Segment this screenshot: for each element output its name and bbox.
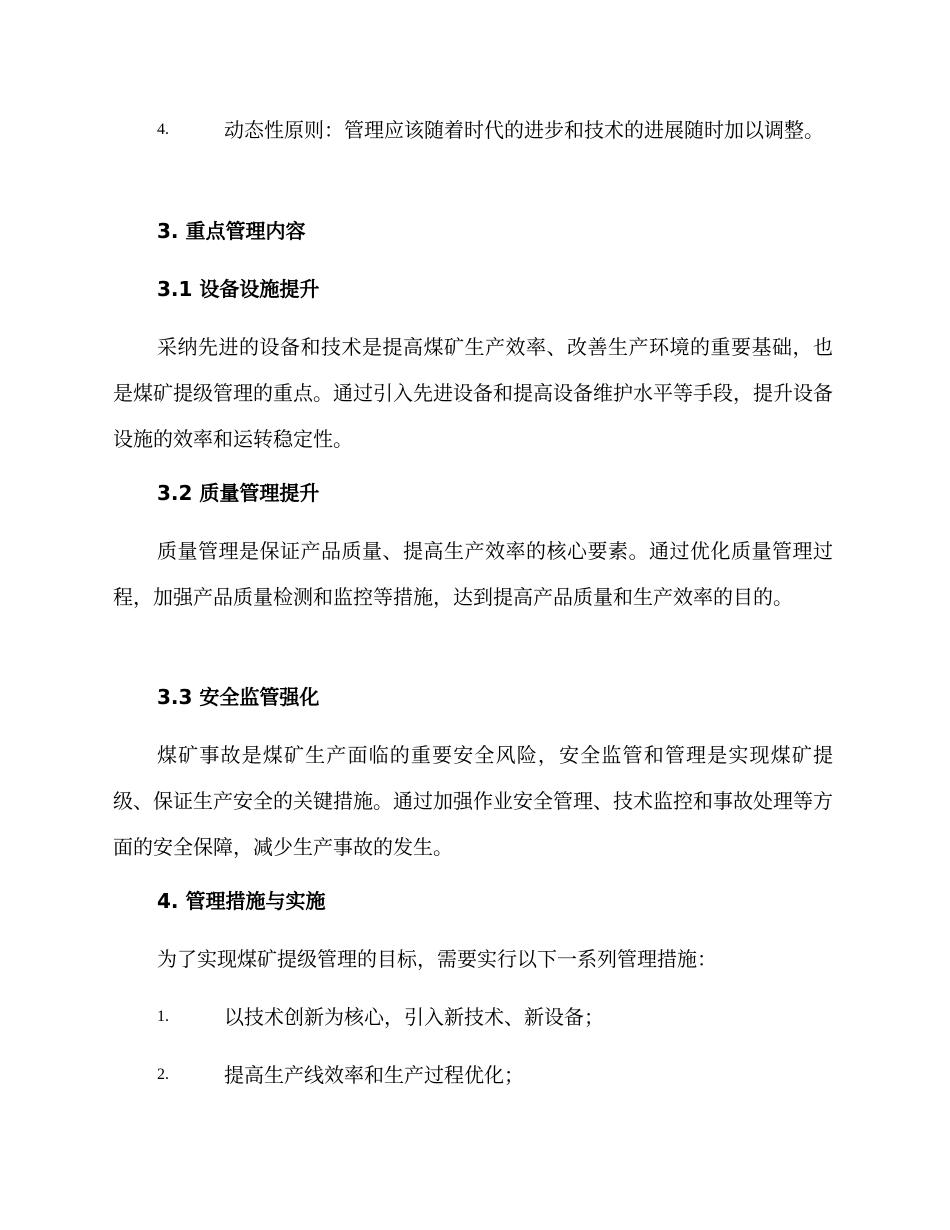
section-heading-3-3: 3.3 安全监管强化 xyxy=(157,685,320,709)
list-text: 动态性原则：管理应该随着时代的进步和技术的进展随时加以调整。 xyxy=(224,118,824,142)
paragraph-4: 为了实现煤矿提级管理的目标，需要实行以下一系列管理措施： xyxy=(157,947,717,971)
list-text: 提高生产线效率和生产过程优化； xyxy=(224,1063,524,1087)
section-heading-3-2: 3.2 质量管理提升 xyxy=(157,481,320,505)
section-heading-3: 3. 重点管理内容 xyxy=(157,219,306,243)
list-item-tech-innovation xyxy=(113,994,833,1040)
list-item-dynamic-principle xyxy=(113,107,833,153)
paragraph-3-2: 质量管理是保证产品质量、提高生产效率的核心要素。通过优化质量管理过程，加强产品质量检测和监控等措施，达到提高产品质量和生产效率的目的。 xyxy=(113,539,833,609)
list-number: 1. xyxy=(157,1008,169,1025)
section-heading-3-1: 3.1 设备设施提升 xyxy=(157,277,320,301)
list-text: 以技术创新为核心，引入新技术、新设备； xyxy=(224,1005,604,1029)
list-number: 4. xyxy=(157,121,169,138)
paragraph-3-3: 煤矿事故是煤矿生产面临的重要安全风险，安全监管和管理是实现煤矿提级、保证生产安全的关键措施。通过加强作业安全管理、技术监控和事故处理等方面的安全保障，减少生产事故的发生。 xyxy=(113,743,833,859)
list-number: 2. xyxy=(157,1066,169,1083)
list-item-efficiency xyxy=(113,1052,833,1098)
section-heading-4: 4. 管理措施与实施 xyxy=(157,889,326,913)
paragraph-3-1: 采纳先进的设备和技术是提高煤矿生产效率、改善生产环境的重要基础，也是煤矿提级管理的重点。通过引入先进设备和提高设备维护水平等手段，提升设备设施的效率和运转稳定性。 xyxy=(113,335,833,451)
